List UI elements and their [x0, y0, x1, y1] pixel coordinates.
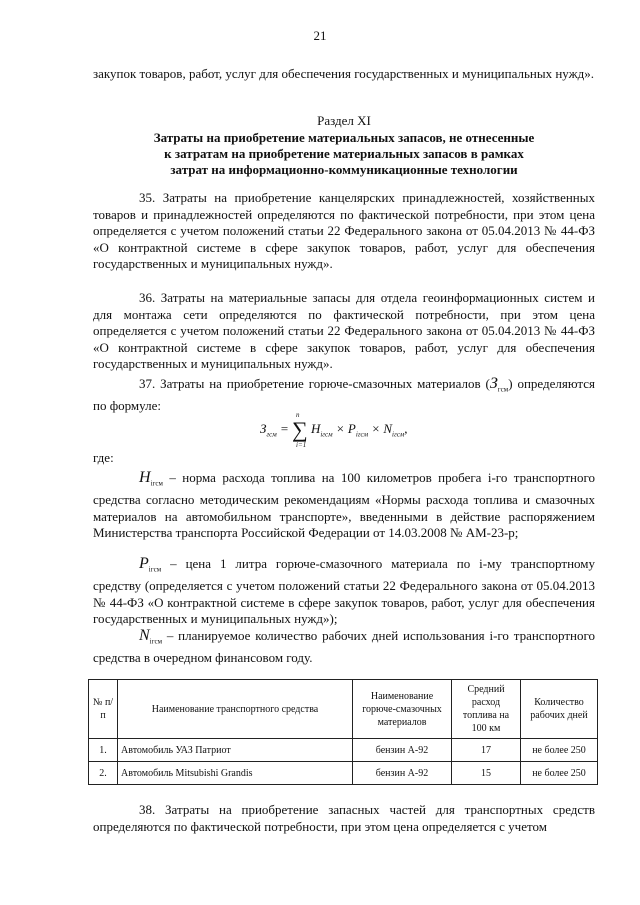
symbol-h-sub: iгсм: [150, 479, 163, 488]
page-number: 21: [313, 28, 327, 43]
header-vehicle: Наименование транспортного средства: [118, 680, 353, 739]
cell-consumption: 17: [452, 739, 521, 762]
cell-fuel: бензин А-92: [353, 762, 452, 785]
section-title-line: затрат на информационно-коммуникационные технологии: [170, 162, 518, 177]
formula-n: N: [383, 420, 393, 436]
sum-glyph: ∑: [292, 417, 308, 442]
section-title-line: к затратам на приобретение материальных запасов в рамках: [164, 146, 524, 161]
definition-n: [93, 628, 595, 667]
cell-consumption: 15: [452, 762, 521, 785]
cell-number: 2.: [89, 762, 118, 785]
header-number: № п/п: [89, 680, 118, 739]
paragraph-35: 35. Затраты на приобретение канцелярских принадлежностей, хозяйственных товаров и принадлежностей определяются по фактической потребности, при этом цена определяется с учетом положений статьи 22 Федерального закона от 05.04.2013 № 44-ФЗ «О контрактной системе в сфере закупок товаров, работ, услуг для обеспечения государственных и муниципальных нужд».: [93, 190, 595, 272]
symbol-p: P: [139, 555, 149, 572]
cell-number: 1.: [89, 739, 118, 762]
cell-fuel: бензин А-92: [353, 739, 452, 762]
sum-lower-limit: i=1: [296, 441, 307, 449]
header-days: Количество рабочих дней: [521, 680, 598, 739]
cell-vehicle: Автомобиль УАЗ Патриот: [118, 739, 353, 762]
vehicles-table: [88, 679, 598, 785]
formula-lhs: З: [260, 420, 267, 436]
formula-tail: ,: [404, 420, 408, 436]
definition-p: [93, 556, 595, 628]
cell-days: не более 250: [521, 739, 598, 762]
formula-times-1: ×: [335, 420, 345, 436]
formula-p: P: [347, 420, 356, 436]
formula-h: H: [310, 420, 321, 436]
table-header-row: [89, 680, 598, 739]
formula-p-sub: iгсм: [355, 430, 369, 439]
formula: [260, 411, 408, 449]
section-title-line: Затраты на приобретение материальных запасов, не отнесенные: [153, 130, 535, 145]
intro-paragraph: закупок товаров, работ, услуг для обеспечения государственных и муниципальных нужд».: [93, 66, 594, 81]
definition-p-text: – цена 1 литра горюче-смазочного материала по i-му транспортному средству (определяется с учетом положений статьи 22 Федерального закона от 05.04.2013 № 44-ФЗ «О контрактной системе в сфере закупок товаров, работ, услуг для обеспечения государственных и муниципальных нужд»);: [93, 556, 596, 627]
formula-lhs-sub: гсм: [266, 430, 277, 439]
symbol-p-sub: iгсм: [148, 565, 162, 574]
cell-days: не более 250: [521, 762, 598, 785]
symbol-h: H: [139, 469, 151, 486]
symbol-n-sub: iгсм: [149, 637, 163, 646]
formula-h-sub: iгсм: [320, 430, 333, 439]
paragraph-37: [93, 376, 595, 415]
formula-eq: =: [280, 420, 289, 436]
table-row: [89, 762, 598, 785]
table-row: [89, 739, 598, 762]
cell-vehicle: Автомобиль Mitsubishi Grandis: [118, 762, 353, 785]
paragraph-37-end: ) определяются по формуле:: [93, 376, 596, 414]
paragraph-36: 36. Затраты на материальные запасы для отдела геоинформационных систем и для монтажа сети определяются по фактической потребности, при этом цена определяется с учетом положений статьи 22 Федерального закона от 05.04.2013 № 44-ФЗ «О контрактной системе в сфере закупок товаров, работ, услуг для обеспечения государственных и муниципальных нужд».: [93, 290, 595, 372]
definition-n-text: – планируемое количество рабочих дней использования i-го транспортного средства в очередном финансовом году.: [93, 628, 596, 666]
symbol-n: N: [139, 627, 150, 644]
section-label: Раздел XI: [317, 113, 371, 128]
paragraph-37-text: 37. Затраты на приобретение горюче-смазочных материалов (: [139, 376, 490, 391]
header-consumption: Средний расход топлива на 100 км: [452, 680, 521, 739]
section-title: [93, 130, 595, 178]
formula-n-sub: iгсм: [392, 430, 405, 439]
header-fuel: Наименование горюче-смазочных материалов: [353, 680, 452, 739]
sum-upper-limit: n: [296, 411, 300, 419]
where-label: где:: [93, 450, 114, 465]
formula-times-2: ×: [371, 420, 381, 436]
symbol-z: З: [489, 375, 498, 392]
sum-sign: [292, 411, 308, 449]
definition-h: [93, 470, 595, 542]
symbol-z-sub: гсм: [497, 385, 509, 394]
definition-h-text: – норма расхода топлива на 100 километров пробега i-го транспортного средства согласно методическим рекомендациям «Нормы расхода топлива и смазочных материалов на автомобильном транспорте», введенными в действие распоряжением Министерства транспорта Российской Федерации от 14.03.2008 № АМ-23-р;: [93, 470, 596, 541]
paragraph-38: 38. Затраты на приобретение запасных частей для транспортных средств определяются по фактической потребности, при этом цена определяется с учетом: [93, 802, 595, 834]
